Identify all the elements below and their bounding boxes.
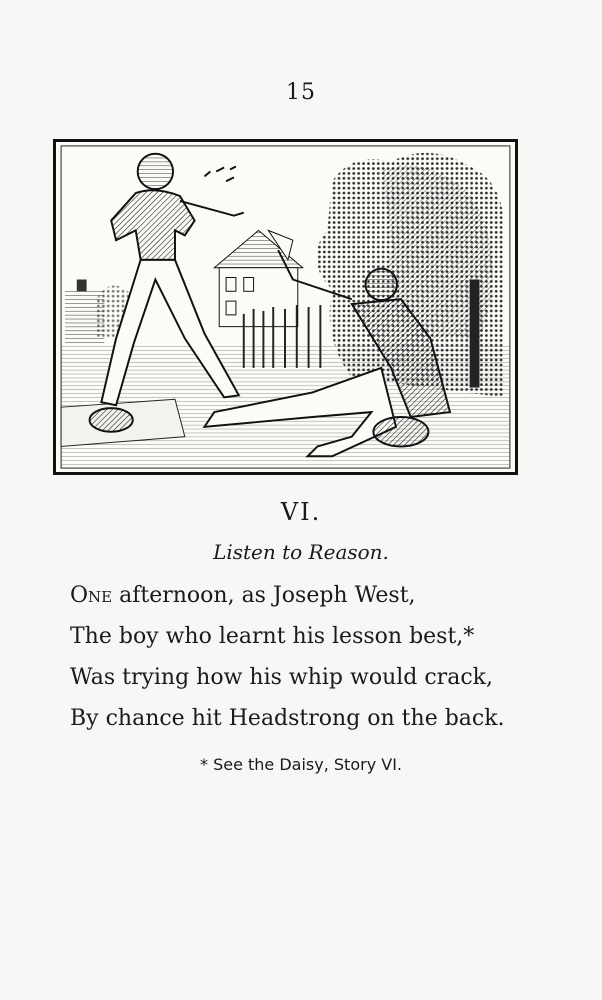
verse-line-1-rest: afternoon, as Joseph West, (112, 583, 416, 608)
story-title: Listen to Reason. (213, 540, 389, 564)
chapter-numeral: VI. (280, 498, 322, 526)
verse-line-1 (70, 583, 550, 608)
page-number: 15 (286, 80, 316, 105)
footnote: * See the Daisy, Story VI. (199, 755, 402, 774)
woodcut-engraving-icon (56, 142, 515, 472)
verse-line-2: The boy who learnt his lesson best,* (70, 624, 475, 649)
verse-line-1-lead: One (70, 583, 113, 608)
verse-line-4: By chance hit Headstrong on the back. (70, 706, 505, 731)
verse-line-3: Was trying how his whip would crack, (70, 665, 493, 690)
woodcut-illustration (53, 139, 518, 475)
